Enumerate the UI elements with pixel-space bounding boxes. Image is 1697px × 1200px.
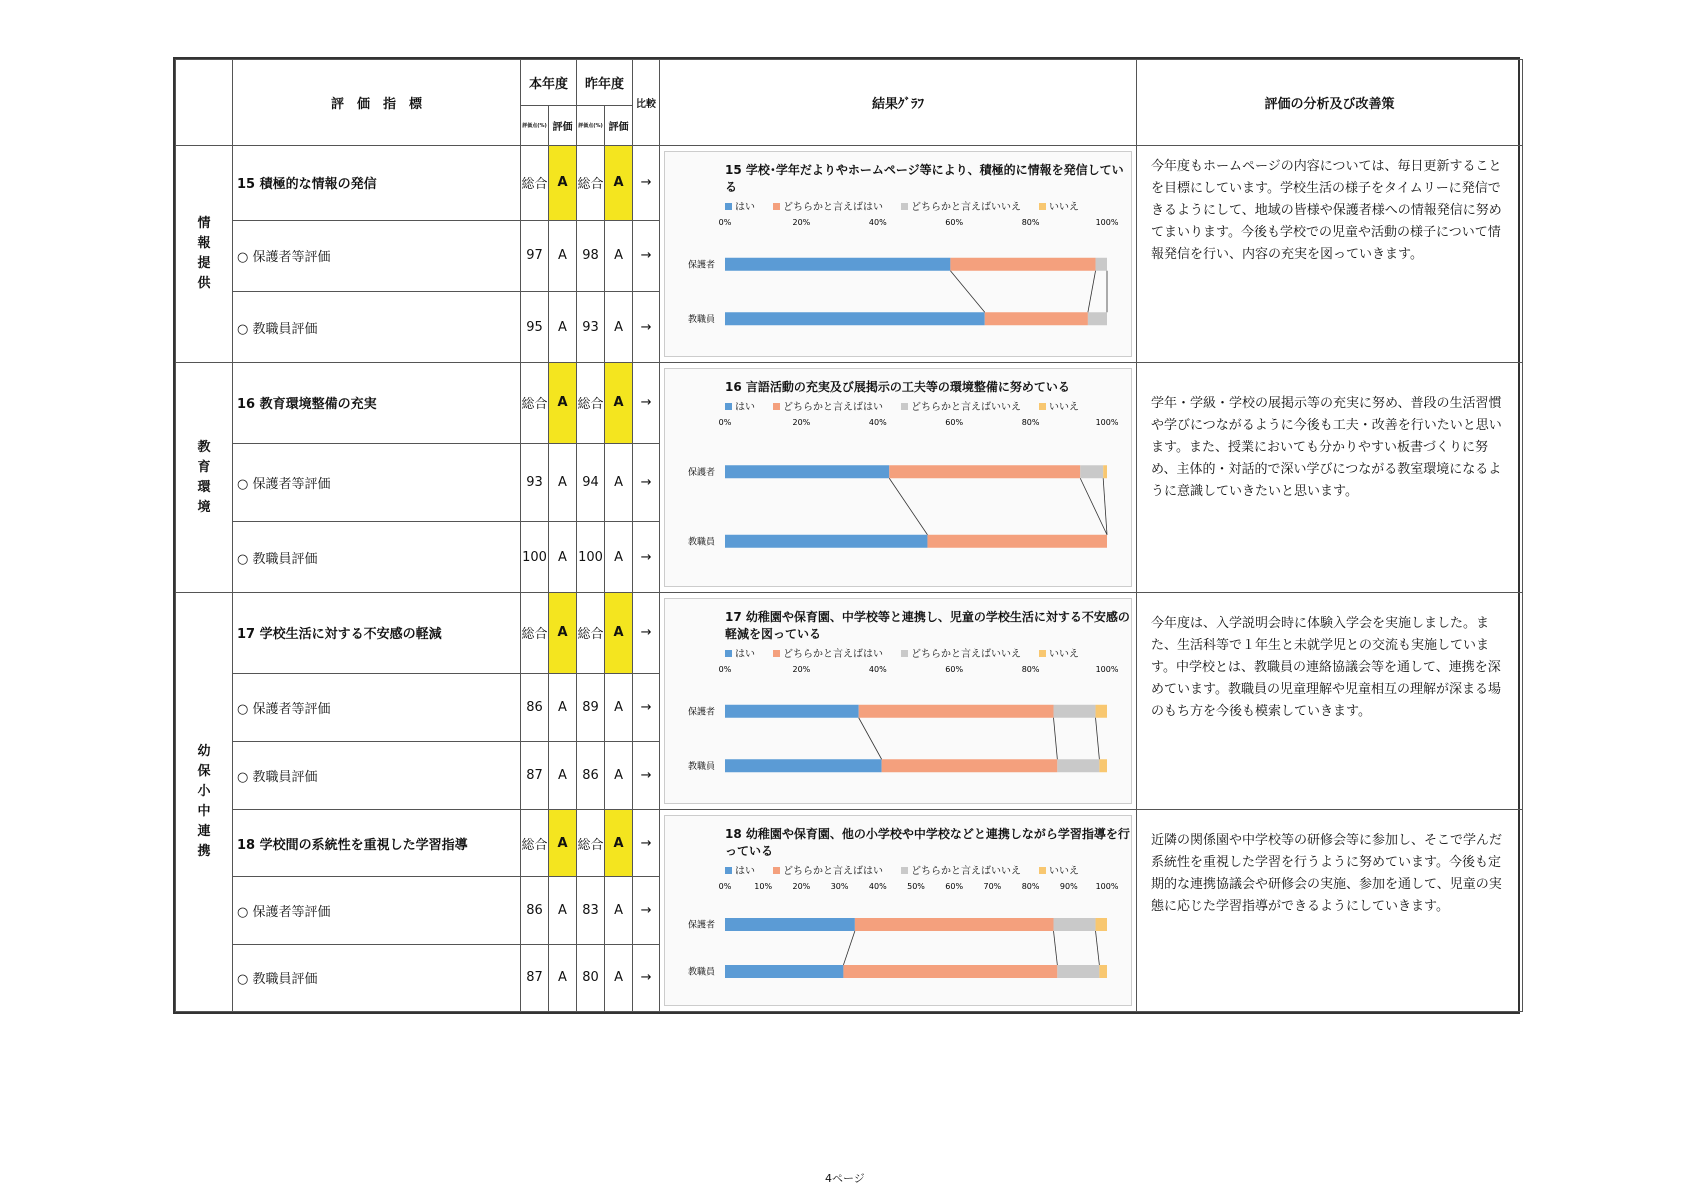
analysis-17: 今年度は、入学説明会時に体験入学会を実施しました。また、生活科等で１年生と未就学児との交流も実施しています。中学校とは、教職員の連絡協議会等を通して、連携を深めています。教職員の児童理解や児童相互の理解が深まる場のもち方を今後も模索していきます。 — [1137, 593, 1523, 810]
bar-segment — [1103, 465, 1107, 478]
legend-item — [725, 398, 755, 413]
total-grade-this: A — [549, 810, 577, 877]
x-tick-label: 10% — [754, 882, 773, 892]
chart-title: 18 幼稚園や保育園、他の小学校や中学校などと連携しながら学習指導を行っている — [725, 827, 1130, 859]
score-this: 100 — [521, 521, 549, 592]
legend-label: はい — [735, 402, 756, 414]
x-tick-label: 60% — [945, 665, 964, 675]
score-last: 100 — [577, 521, 605, 592]
legend-swatch — [773, 403, 780, 410]
legend-label: はい — [735, 202, 756, 214]
grade-this: A — [549, 521, 577, 592]
legend-item — [725, 645, 755, 660]
total-label: 総合 — [577, 146, 605, 220]
chart-17 — [664, 598, 1132, 804]
header-grade-last: 評価 — [605, 106, 633, 146]
legend-swatch — [773, 650, 780, 657]
analysis-15: 今年度もホームページの内容については、毎日更新することを目標にしています。学校生活の様子をタイムリーに発信できるようにして、地域の皆様や保護者様への情報発信に努めてまいります。今後も学校での児童や活動の様子について情報発信を行い、内容の充実を図っていきます。 — [1137, 146, 1523, 363]
legend-swatch — [725, 403, 732, 410]
x-tick-label: 90% — [1059, 882, 1078, 892]
evaluation-sheet — [173, 57, 1520, 1014]
compare-arrow: → — [633, 877, 660, 944]
grade-last: A — [605, 291, 633, 362]
legend-item — [1039, 398, 1079, 413]
legend-item — [725, 198, 755, 213]
x-tick-label: 50% — [907, 882, 925, 892]
chart-svg — [665, 660, 1131, 793]
total-label: 総合 — [521, 146, 549, 220]
legend-swatch — [1039, 403, 1046, 410]
total-grade-this: A — [549, 146, 577, 220]
header-analysis: 評価の分析及び改善策 — [1137, 60, 1523, 146]
legend-label: いいえ — [1049, 649, 1080, 661]
legend-swatch — [773, 203, 780, 210]
staff-eval-label: ○ 教職員評価 — [233, 291, 521, 362]
grade-this: A — [549, 443, 577, 521]
grade-this: A — [549, 944, 577, 1011]
total-grade-this: A — [549, 593, 577, 673]
parent-eval-label: ○ 保護者等評価 — [233, 220, 521, 291]
chart-legend — [725, 398, 1131, 413]
x-tick-label: 100% — [1095, 665, 1119, 675]
x-tick-label: 100% — [1095, 418, 1119, 428]
category-label: 教職員 — [688, 315, 716, 326]
x-tick-label: 40% — [868, 418, 887, 428]
total-grade-last: A — [605, 146, 633, 220]
x-tick-label: 100% — [1095, 882, 1119, 892]
bar-segment — [725, 759, 882, 772]
score-last: 89 — [577, 673, 605, 741]
chart-cell-18 — [660, 810, 1137, 1012]
score-this: 95 — [521, 291, 549, 362]
total-grade-last: A — [605, 363, 633, 443]
legend-swatch — [725, 867, 732, 874]
chart-15 — [664, 151, 1132, 357]
bar-segment — [859, 705, 1054, 718]
legend-label: どちらかと言えばいいえ — [911, 866, 1022, 878]
category-label: 教職員 — [688, 537, 716, 548]
header-compare: 比較 — [633, 60, 660, 146]
total-grade-last: A — [605, 593, 633, 673]
chart-cell-15 — [660, 146, 1137, 363]
legend-label: どちらかと言えばはい — [783, 202, 884, 214]
parent-eval-label: ○ 保護者等評価 — [233, 877, 521, 944]
header-grade: 評価 — [549, 106, 577, 146]
legend-swatch — [901, 203, 908, 210]
chart-title: 16 言語活動の充実及び展掲示の工夫等の環境整備に努めている — [725, 380, 1070, 395]
x-tick-label: 0% — [718, 882, 732, 892]
grade-last: A — [605, 521, 633, 592]
header-this-year: 本年度 — [521, 60, 577, 106]
bar-segment — [1099, 965, 1107, 978]
indicator-16: 16 教育環境整備の充実 — [233, 363, 521, 443]
legend-item — [901, 198, 1021, 213]
score-last: 94 — [577, 443, 605, 521]
grade-last: A — [605, 673, 633, 741]
legend-label: どちらかと言えばいいえ — [911, 202, 1022, 214]
score-last: 86 — [577, 741, 605, 809]
x-tick-label: 20% — [792, 882, 811, 892]
chart-cell-17 — [660, 593, 1137, 810]
chart-cell-16 — [660, 363, 1137, 593]
x-tick-label: 70% — [983, 882, 1002, 892]
header-score-last: 評価点(%) — [577, 106, 605, 146]
series-line — [1103, 478, 1107, 535]
category-label: 保護者 — [688, 920, 716, 931]
score-this: 86 — [521, 877, 549, 944]
legend-label: いいえ — [1049, 202, 1080, 214]
compare-arrow: → — [633, 741, 660, 809]
score-last: 98 — [577, 220, 605, 291]
series-line — [889, 478, 927, 535]
grade-this: A — [549, 673, 577, 741]
grade-last: A — [605, 944, 633, 1011]
staff-eval-label: ○ 教職員評価 — [233, 944, 521, 1011]
series-line — [950, 271, 984, 313]
bar-segment — [889, 465, 1080, 478]
indicator-18: 18 学校間の系統性を重視した学習指導 — [233, 810, 521, 877]
legend-swatch — [1039, 203, 1046, 210]
chart-16 — [664, 368, 1132, 587]
grade-this: A — [549, 877, 577, 944]
legend-swatch — [773, 867, 780, 874]
chart-svg — [665, 413, 1131, 576]
series-line — [859, 718, 882, 760]
grade-this: A — [549, 291, 577, 362]
category-label: 保護者 — [688, 260, 716, 271]
x-tick-label: 40% — [868, 218, 887, 228]
chart-legend — [725, 198, 1131, 213]
bar-segment — [725, 918, 855, 931]
category-collaboration: 幼 保 小 中 連 携 — [176, 593, 233, 1012]
legend-item — [901, 862, 1021, 877]
legend-item — [773, 398, 883, 413]
indicator-17: 17 学校生活に対する不安感の軽減 — [233, 593, 521, 673]
x-tick-label: 0% — [718, 665, 732, 675]
chart-svg — [665, 877, 1131, 995]
legend-item — [773, 862, 883, 877]
x-tick-label: 20% — [792, 418, 811, 428]
score-this: 97 — [521, 220, 549, 291]
x-tick-label: 60% — [945, 882, 964, 892]
compare-arrow: → — [633, 521, 660, 592]
x-tick-label: 80% — [1021, 218, 1040, 228]
x-tick-label: 0% — [718, 418, 732, 428]
x-tick-label: 40% — [868, 882, 887, 892]
bar-segment — [1057, 965, 1099, 978]
bar-segment — [843, 965, 1057, 978]
legend-label: どちらかと言えばはい — [783, 402, 884, 414]
legend-swatch — [1039, 650, 1046, 657]
x-tick-label: 40% — [868, 665, 887, 675]
legend-swatch — [725, 203, 732, 210]
header-result-graph: 結果ｸﾞﾗﾌ — [660, 60, 1137, 146]
x-tick-label: 20% — [792, 665, 811, 675]
x-tick-label: 80% — [1021, 882, 1040, 892]
bar-segment — [1099, 759, 1107, 772]
grade-last: A — [605, 741, 633, 809]
staff-eval-label: ○ 教職員評価 — [233, 521, 521, 592]
x-tick-label: 80% — [1021, 418, 1040, 428]
legend-label: どちらかと言えばいいえ — [911, 649, 1022, 661]
evaluation-table — [175, 59, 1523, 1012]
legend-label: はい — [735, 866, 756, 878]
legend-swatch — [725, 650, 732, 657]
total-label: 総合 — [577, 593, 605, 673]
legend-label: どちらかと言えばはい — [783, 866, 884, 878]
bar-segment — [725, 465, 889, 478]
x-tick-label: 0% — [718, 218, 732, 228]
category-environment: 教 育 環 境 — [176, 363, 233, 593]
compare-arrow: → — [633, 443, 660, 521]
legend-label: どちらかと言えばはい — [783, 649, 884, 661]
series-line — [843, 931, 854, 965]
legend-label: はい — [735, 649, 756, 661]
bar-segment — [882, 759, 1058, 772]
series-line — [1054, 931, 1058, 965]
legend-swatch — [901, 403, 908, 410]
x-tick-label: 60% — [945, 218, 964, 228]
bar-segment — [1096, 918, 1107, 931]
bar-segment — [725, 535, 927, 548]
parent-eval-label: ○ 保護者等評価 — [233, 443, 521, 521]
analysis-16: 学年・学級・学校の展掲示等の充実に努め、普段の生活習慣や学びにつながるように今後も工夫・改善を行いたいと思います。また、授業においても分かりやすい板書づくりに努め、主体的・対話的で深い学びにつながる教室環境になるように意識していきたいと思います。 — [1137, 363, 1523, 593]
compare-arrow: → — [633, 944, 660, 1011]
compare-arrow: → — [633, 593, 660, 673]
x-tick-label: 60% — [945, 418, 964, 428]
compare-arrow: → — [633, 363, 660, 443]
score-last: 80 — [577, 944, 605, 1011]
grade-this: A — [549, 741, 577, 809]
legend-item — [901, 645, 1021, 660]
legend-item — [901, 398, 1021, 413]
grade-last: A — [605, 220, 633, 291]
bar-segment — [1057, 759, 1099, 772]
bar-segment — [725, 313, 985, 326]
bar-segment — [725, 705, 859, 718]
legend-label: どちらかと言えばいいえ — [911, 402, 1022, 414]
total-label: 総合 — [577, 810, 605, 877]
bar-segment — [985, 313, 1088, 326]
compare-arrow: → — [633, 291, 660, 362]
total-grade-this: A — [549, 363, 577, 443]
score-this: 87 — [521, 944, 549, 1011]
series-line — [1088, 271, 1096, 313]
bar-segment — [725, 258, 950, 271]
bar-segment — [1096, 705, 1107, 718]
chart-legend — [725, 645, 1131, 660]
score-last: 83 — [577, 877, 605, 944]
score-last: 93 — [577, 291, 605, 362]
total-label: 総合 — [577, 363, 605, 443]
page-number: 4ページ — [825, 1172, 865, 1185]
x-tick-label: 30% — [830, 882, 849, 892]
indicator-15: 15 積極的な情報の発信 — [233, 146, 521, 220]
category-label: 保護者 — [688, 707, 716, 718]
legend-item — [1039, 198, 1079, 213]
category-label: 教職員 — [688, 761, 716, 772]
chart-18 — [664, 815, 1132, 1006]
legend-swatch — [1039, 867, 1046, 874]
category-label: 教職員 — [688, 967, 716, 978]
header-score: 評価点(%) — [521, 106, 549, 146]
header-blank — [176, 60, 233, 146]
total-label: 総合 — [521, 810, 549, 877]
compare-arrow: → — [633, 146, 660, 220]
score-this: 86 — [521, 673, 549, 741]
bar-segment — [950, 258, 1095, 271]
x-tick-label: 80% — [1021, 665, 1040, 675]
chart-title: 15 学校･学年だよりやホームページ等により、積極的に情報を発信している — [725, 163, 1124, 195]
x-tick-label: 100% — [1095, 218, 1119, 228]
bar-segment — [1096, 258, 1107, 271]
legend-label: いいえ — [1049, 402, 1080, 414]
legend-item — [1039, 645, 1079, 660]
legend-label: いいえ — [1049, 866, 1080, 878]
x-tick-label: 20% — [792, 218, 811, 228]
grade-last: A — [605, 443, 633, 521]
analysis-18: 近隣の関係園や中学校等の研修会等に参加し、そこで学んだ系統性を重視した学習を行うように努めています。今後も定期的な連携協議会や研修会の実施、参加を通して、児童の実態に応じた学習指導ができるようにしていきます。 — [1137, 810, 1523, 1012]
grade-last: A — [605, 877, 633, 944]
legend-item — [725, 862, 755, 877]
chart-svg — [665, 213, 1131, 346]
category-info: 情 報 提 供 — [176, 146, 233, 363]
category-label: 保護者 — [688, 467, 716, 478]
bar-segment — [1054, 705, 1096, 718]
bar-segment — [725, 965, 843, 978]
score-this: 87 — [521, 741, 549, 809]
legend-swatch — [901, 867, 908, 874]
series-line — [1096, 718, 1100, 760]
compare-arrow: → — [633, 220, 660, 291]
legend-item — [773, 645, 883, 660]
bar-segment — [1054, 918, 1096, 931]
staff-eval-label: ○ 教職員評価 — [233, 741, 521, 809]
series-line — [1080, 478, 1107, 535]
series-line — [1096, 931, 1100, 965]
chart-title: 17 幼稚園や保育園、中学校等と連携し、児童の学校生活に対する不安感の軽減を図っている — [725, 610, 1130, 642]
bar-segment — [927, 535, 1107, 548]
bar-segment — [855, 918, 1054, 931]
bar-segment — [1080, 465, 1103, 478]
chart-legend — [725, 862, 1131, 877]
total-label: 総合 — [521, 363, 549, 443]
bar-segment — [1088, 313, 1107, 326]
header-last-year: 昨年度 — [577, 60, 633, 106]
legend-item — [1039, 862, 1079, 877]
parent-eval-label: ○ 保護者等評価 — [233, 673, 521, 741]
compare-arrow: → — [633, 810, 660, 877]
series-line — [1054, 718, 1058, 760]
legend-item — [773, 198, 883, 213]
header-indicator: 評 価 指 標 — [233, 60, 521, 146]
total-label: 総合 — [521, 593, 549, 673]
score-this: 93 — [521, 443, 549, 521]
compare-arrow: → — [633, 673, 660, 741]
total-grade-last: A — [605, 810, 633, 877]
grade-this: A — [549, 220, 577, 291]
legend-swatch — [901, 650, 908, 657]
